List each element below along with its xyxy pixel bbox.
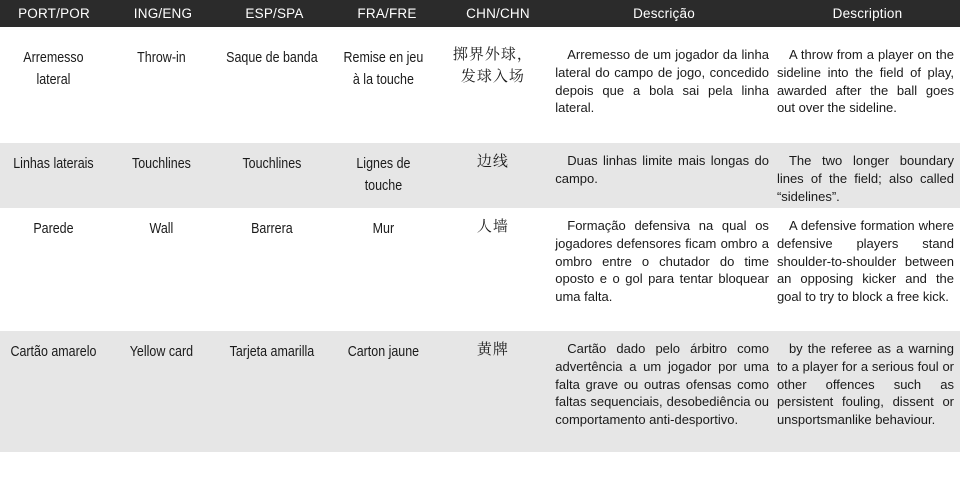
description-en: by the referee as a warning to a player for a serious foul or other offences such as persistent fouling, dissent or unsportsmanlike behaviour. xyxy=(776,341,955,428)
term-chn: 掷界外球，发球入场 xyxy=(452,45,533,85)
header-fra: FRA/FRE xyxy=(357,6,417,21)
term-fra: Remise en jeu à la touche xyxy=(343,50,423,88)
table-row xyxy=(0,27,960,143)
term-fra: Carton jaune xyxy=(347,344,419,360)
term-esp: Touchlines xyxy=(242,156,302,172)
header-descricao: Descrição xyxy=(633,6,695,21)
header-description: Description xyxy=(832,6,903,21)
term-chn: 人墙 xyxy=(476,217,509,235)
table-row xyxy=(0,208,960,331)
term-eng: Throw-in xyxy=(137,50,186,66)
header-por: PORT/POR xyxy=(18,6,90,21)
term-esp: Barrera xyxy=(250,221,293,237)
table-row xyxy=(0,143,960,208)
description-en: The two longer boundary lines of the field; also called “sidelines”. xyxy=(776,153,955,204)
term-por: Parede xyxy=(33,221,74,237)
term-chn: 黄牌 xyxy=(476,340,509,358)
term-eng: Touchlines xyxy=(131,156,191,172)
term-fra: Lignes de touche xyxy=(355,156,411,194)
description-pt: Arremesso de um jogador da linha lateral do campo de jogo, concedido depois que a bola sai pela linha lateral. xyxy=(555,47,769,116)
term-eng: Yellow card xyxy=(129,344,193,360)
term-por: Cartão amarelo xyxy=(10,344,97,360)
table-row xyxy=(0,331,960,452)
term-esp: Tarjeta amarilla xyxy=(229,344,314,360)
description-pt: Duas linhas limite mais longas do campo. xyxy=(555,153,769,186)
term-chn: 边线 xyxy=(476,152,509,170)
term-esp: Saque de banda xyxy=(225,50,318,66)
term-por: Linhas laterais xyxy=(13,156,94,172)
table-header xyxy=(0,0,960,27)
header-eng: ING/ENG xyxy=(133,6,193,21)
description-en: A defensive formation where defensive players stand shoulder-to-shoulder between an opposing kicker and the goal to try to block a free kick. xyxy=(776,218,955,305)
description-en: A throw from a player on the sideline into the field of play, awarded after the ball goes out over the sideline. xyxy=(776,47,955,116)
description-pt: Formação defensiva na qual os jogadores defensores ficam ombro a ombro entre o chutador do time oposto e o gol para tentar bloquear uma falta. xyxy=(555,218,769,305)
description-pt: Cartão dado pelo árbitro como advertência a um jogador por uma falta grave ou outras ofensas como faltas sequenciais, desobediência ou comportamento anti-desportivo. xyxy=(555,341,769,428)
term-fra: Mur xyxy=(372,221,394,237)
term-eng: Wall xyxy=(149,221,174,237)
header-esp: ESP/SPA xyxy=(245,6,304,21)
term-por: Arremesso lateral xyxy=(23,50,84,88)
header-chn: CHN/CHN xyxy=(466,6,530,21)
